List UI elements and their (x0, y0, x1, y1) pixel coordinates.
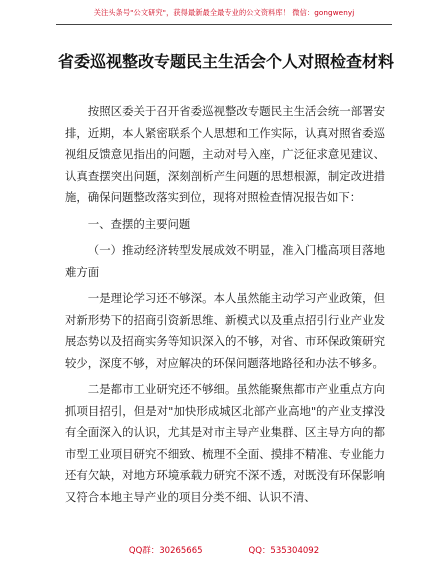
subsection-heading: （一）推动经济转型发展成效不明显，准入门槛高项目落地难方面 (65, 243, 385, 279)
paragraph-intro: 按照区委关于召开省委巡视整改专题民主生活会统一部署安排，近期，本人紧密联系个人思想和工作实际，认真对照省委巡视组反馈意见指出的问题，主动对号入座，广泛征求意见建议、认真查摆突出问题，深刻剖析产生问题的思想根源，制定改进措施，确保问题整改落实到位，现将对照检查情况报告如下： (65, 104, 385, 204)
document-body (65, 101, 385, 508)
header-banner: 关注头条号"公文研究"，获得最新最全最专业的公文资料库！ 微信：gongwenyj (93, 8, 355, 17)
paragraph-point-two: 二是都市工业研究还不够细。虽然能聚焦都市产业重点方向抓项目招引，但是对"加快形成城区北部产业高地"的产业支撑没有全面深入的认识，尤其是对市主导产业集群、区主导方向的都市型工业项目研究不细致、梳理不全面、摸排不精准、专业能力还有欠缺，对地方环境承载力研究不深不透，对既没有环保影响又符合本地主导产业的项目分类不细、认识不清、 (65, 382, 385, 504)
document-title: 省委巡视整改专题民主生活会个人对照检查材料 (58, 52, 395, 71)
paragraph-point-one: 一是理论学习还不够深。本人虽然能主动学习产业政策，但对新形势下的招商引资新思维、新模式以及重点招引行业产业发展态势以及招商实务等知识深入的不够，对省、市环保政策研究较少，深度不够，对应解决的环保问题落地路径和办法不够多。 (65, 291, 385, 370)
footer-qq-group: QQ群：30265665 (128, 546, 203, 556)
section-heading: 一、查摆的主要问题 (87, 216, 191, 231)
header-divider (56, 24, 392, 25)
footer-contact (0, 544, 448, 556)
footer-qq: QQ：535304092 (248, 546, 320, 556)
